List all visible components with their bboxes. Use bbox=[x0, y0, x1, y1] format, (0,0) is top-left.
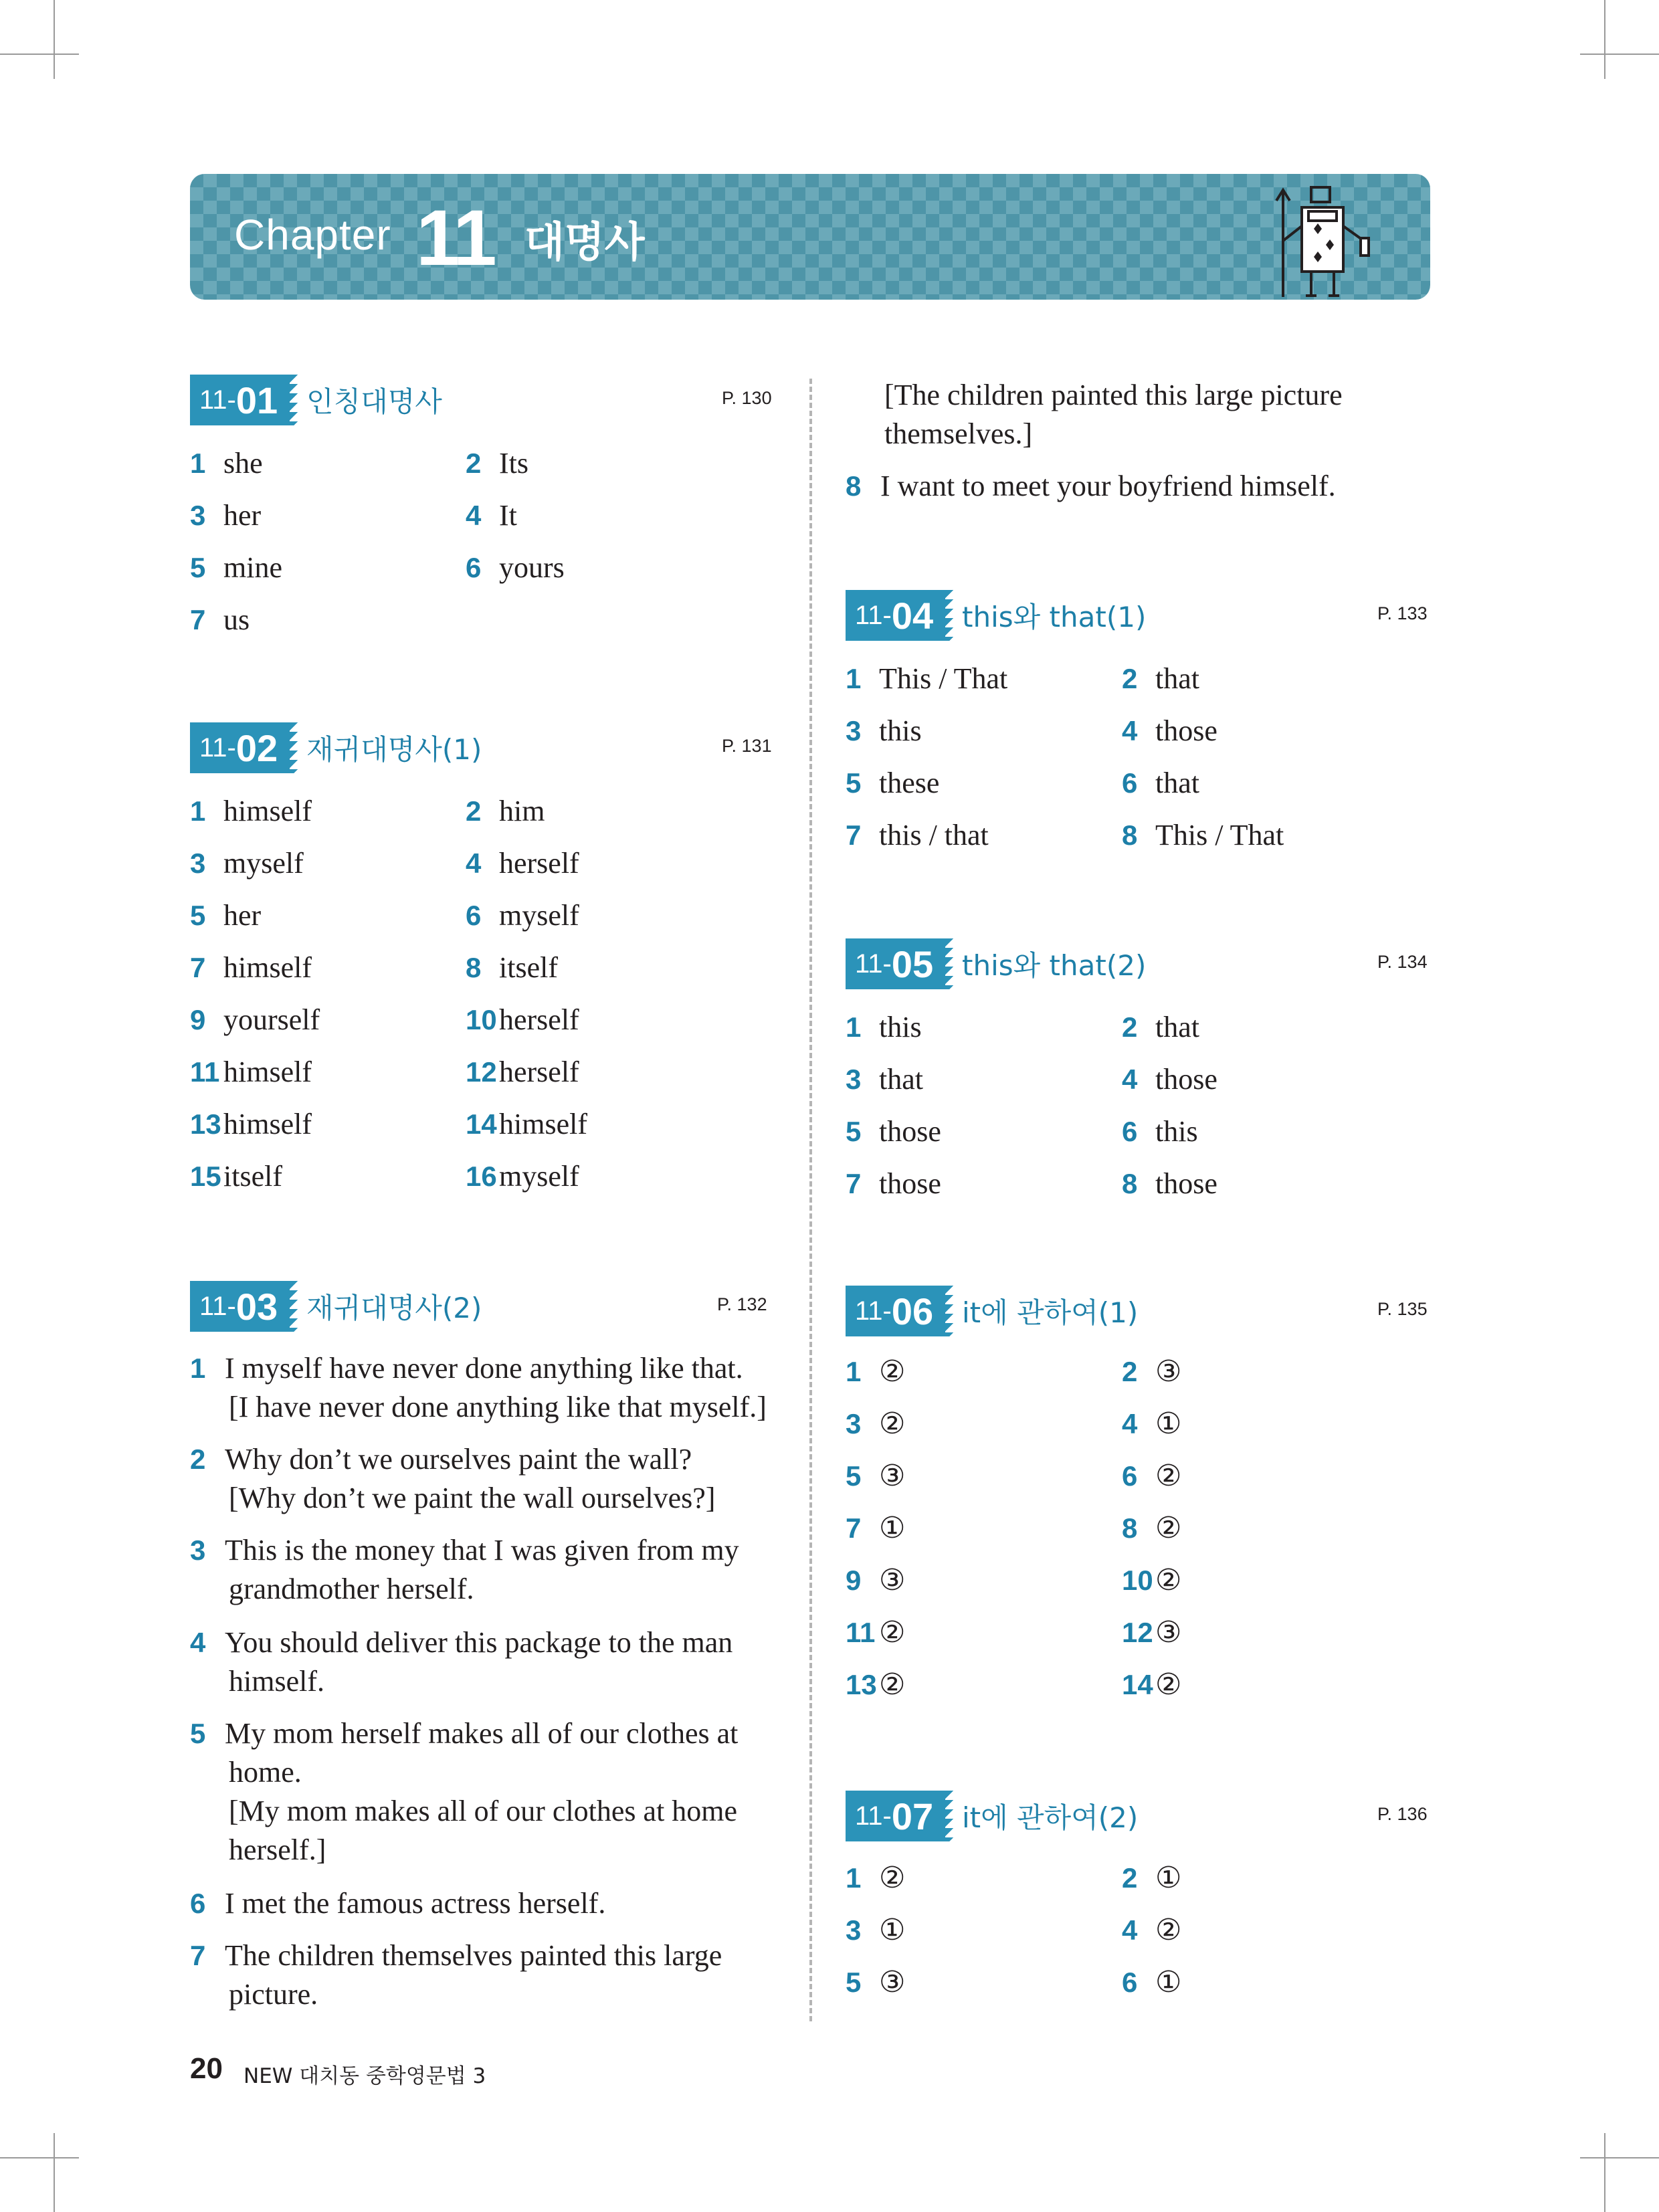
answer-number: 4 bbox=[1122, 1408, 1138, 1439]
answer-item bbox=[190, 437, 263, 490]
card-soldier-icon bbox=[1270, 185, 1377, 298]
answer-number: 4 bbox=[1122, 1064, 1138, 1095]
answer-text: Its bbox=[499, 447, 528, 480]
answer-number: 15 bbox=[190, 1161, 221, 1192]
answer-item bbox=[190, 994, 320, 1046]
answer-text: that bbox=[1155, 767, 1199, 799]
answer-item bbox=[1122, 1607, 1181, 1659]
section-title: 재귀대명사(2) bbox=[306, 1292, 482, 1324]
answer-text: ③ bbox=[879, 1460, 906, 1492]
answer-item bbox=[190, 1531, 739, 1609]
answer-item bbox=[190, 1936, 722, 2014]
answer-item bbox=[1122, 1001, 1199, 1053]
answer-text: herself bbox=[499, 847, 579, 880]
answer-text: ② bbox=[879, 1668, 906, 1701]
answer-item bbox=[466, 1098, 587, 1150]
section-number: 01 bbox=[235, 379, 278, 421]
section-title: 재귀대명사(1) bbox=[306, 733, 482, 766]
answer-item bbox=[190, 1440, 715, 1518]
column-divider bbox=[809, 379, 812, 2021]
answer-text: ② bbox=[879, 1616, 906, 1649]
answer-number: 3 bbox=[190, 500, 206, 531]
answer-number: 7 bbox=[846, 1512, 862, 1544]
answer-item bbox=[190, 1714, 738, 1870]
answer-text: grandmother herself. bbox=[229, 1573, 474, 1605]
answer-number: 4 bbox=[190, 1627, 206, 1658]
section-prefix: 11- bbox=[199, 732, 236, 763]
answer-text: itself bbox=[223, 1160, 282, 1193]
answer-text: The children themselves painted this large bbox=[225, 1939, 722, 1972]
answer-item bbox=[466, 890, 579, 942]
crop-mark bbox=[1580, 2157, 1659, 2158]
answer-text: ② bbox=[1155, 1512, 1182, 1544]
answer-text: ③ bbox=[879, 1564, 906, 1597]
section-prefix: 11- bbox=[855, 1801, 892, 1831]
section-badge bbox=[846, 590, 945, 641]
answer-item bbox=[1122, 1554, 1181, 1607]
answer-item bbox=[466, 785, 545, 837]
section-prefix: 11- bbox=[855, 1296, 892, 1326]
answer-text: ③ bbox=[1155, 1355, 1182, 1388]
answer-number: 7 bbox=[846, 819, 862, 851]
answer-number: 2 bbox=[1122, 1011, 1138, 1043]
answer-item bbox=[846, 1956, 905, 2009]
answer-text: those bbox=[1155, 1167, 1217, 1200]
answer-number: 13 bbox=[846, 1669, 877, 1700]
answer-text: This / That bbox=[879, 662, 1008, 695]
answer-item bbox=[846, 467, 1336, 506]
section-title: it에 관하여(1) bbox=[962, 1296, 1139, 1329]
answer-item bbox=[466, 942, 558, 994]
answer-number: 12 bbox=[466, 1056, 497, 1088]
answer-text: her bbox=[223, 899, 262, 932]
answer-number: 2 bbox=[1122, 1862, 1138, 1894]
section-page-ref: P. 133 bbox=[1377, 603, 1428, 623]
answer-number: 14 bbox=[1122, 1669, 1153, 1700]
section-number: 02 bbox=[235, 726, 278, 769]
answer-item bbox=[846, 1053, 923, 1106]
answer-text: herself bbox=[499, 1055, 579, 1088]
answer-text: ② bbox=[879, 1355, 906, 1388]
answer-item bbox=[190, 594, 250, 646]
answer-item bbox=[190, 1098, 312, 1150]
section-number: 05 bbox=[891, 942, 934, 985]
answer-text: ② bbox=[1155, 1914, 1182, 1946]
section-prefix: 11- bbox=[855, 600, 892, 630]
answer-number: 5 bbox=[846, 767, 862, 799]
answer-text: [I have never done anything like that myself.] bbox=[229, 1391, 767, 1423]
answer-text: that bbox=[879, 1063, 923, 1096]
answer-text: [The children painted this large picture bbox=[884, 379, 1343, 411]
answer-text: yours bbox=[499, 551, 565, 584]
answer-item bbox=[466, 1150, 579, 1203]
section-number: 03 bbox=[235, 1285, 278, 1328]
section-title: it에 관하여(2) bbox=[962, 1801, 1139, 1834]
answer-item bbox=[190, 1150, 282, 1203]
answer-item bbox=[466, 994, 579, 1046]
answer-text: this bbox=[1155, 1115, 1198, 1148]
answer-item bbox=[846, 1659, 905, 1711]
answer-number: 16 bbox=[466, 1161, 497, 1192]
section-prefix: 11- bbox=[199, 385, 236, 415]
answer-text: these bbox=[879, 767, 940, 799]
answer-item bbox=[1122, 1450, 1181, 1502]
answer-text: I myself have never done anything like that. bbox=[225, 1352, 743, 1385]
answer-text: mine bbox=[223, 551, 282, 584]
answer-number: 5 bbox=[190, 900, 206, 931]
chapter-title: 대명사 bbox=[524, 217, 645, 266]
answer-number: 8 bbox=[1122, 1168, 1138, 1199]
answer-number: 5 bbox=[190, 1718, 206, 1749]
answer-item bbox=[190, 542, 282, 594]
answer-item bbox=[1122, 653, 1199, 705]
answer-number: 5 bbox=[190, 552, 206, 583]
answer-text: I want to meet your boyfriend himself. bbox=[880, 470, 1336, 502]
section-page-ref: P. 134 bbox=[1377, 952, 1428, 972]
crop-mark bbox=[54, 2133, 55, 2212]
section-title: this와 that(2) bbox=[962, 949, 1147, 982]
answer-number: 1 bbox=[190, 447, 206, 479]
section-number: 07 bbox=[891, 1795, 934, 1837]
answer-text: ② bbox=[879, 1407, 906, 1440]
answer-number: 1 bbox=[190, 1352, 206, 1384]
answer-text: this / that bbox=[879, 819, 989, 851]
answer-item bbox=[190, 890, 261, 942]
page-number: 20 bbox=[190, 2052, 223, 2085]
answer-text: home. bbox=[229, 1756, 302, 1789]
section-title: this와 that(1) bbox=[962, 601, 1147, 633]
section-page-ref: P. 136 bbox=[1377, 1804, 1428, 1824]
chapter-word: Chapter bbox=[234, 211, 391, 259]
answer-number: 6 bbox=[1122, 1967, 1138, 1998]
answer-number: 2 bbox=[1122, 1356, 1138, 1387]
answer-number: 8 bbox=[466, 952, 482, 983]
answer-text: myself bbox=[499, 899, 579, 932]
answer-number: 7 bbox=[846, 1168, 862, 1199]
answer-number: 1 bbox=[846, 1862, 862, 1894]
answer-text: him bbox=[499, 795, 545, 827]
chapter-banner bbox=[190, 174, 1430, 300]
answer-text: This / That bbox=[1155, 819, 1284, 851]
section-number: 04 bbox=[891, 594, 934, 637]
answer-item bbox=[466, 837, 579, 890]
answer-number: 1 bbox=[846, 663, 862, 694]
crop-mark bbox=[1580, 54, 1659, 55]
answer-item bbox=[190, 1623, 733, 1701]
answer-number: 2 bbox=[190, 1443, 206, 1475]
answer-number: 6 bbox=[1122, 1460, 1138, 1492]
answer-number: 3 bbox=[846, 715, 862, 746]
section-page-ref: P. 132 bbox=[717, 1294, 767, 1314]
book-title: NEW 대치동 중학영문법 3 bbox=[243, 2064, 486, 2088]
answer-text: himself bbox=[223, 795, 312, 827]
answer-item bbox=[1122, 1904, 1181, 1956]
answer-number: 8 bbox=[846, 470, 862, 502]
answer-continued bbox=[846, 376, 1343, 454]
answer-text: himself bbox=[223, 951, 312, 984]
answer-text: You should deliver this package to the man bbox=[225, 1626, 733, 1659]
answer-number: 2 bbox=[466, 795, 482, 827]
answer-number: 6 bbox=[1122, 767, 1138, 799]
crop-mark bbox=[54, 0, 55, 79]
answer-number: 5 bbox=[846, 1967, 862, 1998]
answer-number: 6 bbox=[190, 1888, 206, 1919]
answer-number: 14 bbox=[466, 1108, 497, 1140]
answer-text: ① bbox=[1155, 1862, 1182, 1894]
answer-text: himself bbox=[223, 1055, 312, 1088]
answer-text: [My mom makes all of our clothes at home bbox=[229, 1795, 738, 1827]
answer-number: 11 bbox=[190, 1056, 220, 1088]
answer-number: 12 bbox=[1122, 1617, 1153, 1648]
section-badge bbox=[846, 1791, 945, 1841]
answer-text: those bbox=[879, 1167, 941, 1200]
answer-item bbox=[846, 1346, 905, 1398]
answer-number: 3 bbox=[846, 1914, 862, 1946]
answer-text: myself bbox=[499, 1160, 579, 1193]
answer-text: ② bbox=[1155, 1460, 1182, 1492]
answer-text: herself.] bbox=[229, 1833, 326, 1866]
answer-item bbox=[846, 1554, 905, 1607]
answer-text: [Why don’t we paint the wall ourselves?] bbox=[229, 1482, 716, 1514]
answer-number: 2 bbox=[1122, 663, 1138, 694]
answer-number: 9 bbox=[846, 1565, 862, 1596]
answer-item bbox=[190, 1046, 312, 1098]
answer-text: Why don’t we ourselves paint the wall? bbox=[225, 1443, 692, 1476]
section-badge bbox=[846, 1286, 945, 1336]
answer-text: I met the famous actress herself. bbox=[225, 1887, 606, 1920]
section-page-ref: P. 130 bbox=[722, 388, 772, 408]
answer-text: herself bbox=[499, 1003, 579, 1036]
answer-item bbox=[1122, 1502, 1181, 1554]
answer-item bbox=[190, 1884, 605, 1923]
answer-item bbox=[846, 705, 922, 757]
answer-item bbox=[1122, 1659, 1181, 1711]
answer-text: picture. bbox=[229, 1978, 318, 2011]
section-page-ref: P. 131 bbox=[722, 736, 772, 756]
section-title: 인칭대명사 bbox=[306, 385, 442, 418]
section-badge bbox=[846, 938, 945, 989]
answer-number: 3 bbox=[190, 847, 206, 879]
answer-text: yourself bbox=[223, 1003, 320, 1036]
answer-item bbox=[846, 1852, 905, 1904]
answer-text: she bbox=[223, 447, 263, 480]
answer-text: us bbox=[223, 603, 250, 636]
answer-text: ① bbox=[1155, 1966, 1182, 1999]
answer-item bbox=[846, 1001, 922, 1053]
section-prefix: 11- bbox=[199, 1291, 236, 1321]
answer-item bbox=[846, 1502, 905, 1554]
answer-text: It bbox=[499, 499, 517, 532]
answer-text: themselves.] bbox=[884, 417, 1033, 450]
answer-text: itself bbox=[499, 951, 558, 984]
section-badge bbox=[190, 375, 290, 425]
answer-text: this bbox=[879, 714, 922, 747]
answer-item bbox=[1122, 757, 1199, 809]
answer-number: 7 bbox=[190, 952, 206, 983]
answer-item bbox=[846, 1398, 905, 1450]
answer-text: ③ bbox=[879, 1966, 906, 1999]
answer-number: 10 bbox=[1122, 1565, 1153, 1596]
answer-text: ② bbox=[1155, 1564, 1182, 1597]
answer-text: those bbox=[879, 1115, 941, 1148]
answer-item bbox=[1122, 1346, 1181, 1398]
answer-item bbox=[846, 1158, 941, 1210]
answer-number: 6 bbox=[1122, 1116, 1138, 1147]
answer-number: 4 bbox=[466, 500, 482, 531]
answer-item bbox=[466, 542, 565, 594]
answer-number: 5 bbox=[846, 1460, 862, 1492]
answer-number: 3 bbox=[190, 1534, 206, 1566]
section-badge bbox=[190, 722, 290, 773]
answer-item bbox=[190, 1349, 767, 1427]
answer-text: those bbox=[1155, 1063, 1217, 1096]
section-page-ref: P. 135 bbox=[1377, 1299, 1428, 1319]
answer-item bbox=[846, 1607, 905, 1659]
answer-text: this bbox=[879, 1011, 922, 1043]
answer-text: her bbox=[223, 499, 262, 532]
answer-number: 8 bbox=[1122, 1512, 1138, 1544]
answer-item bbox=[1122, 1852, 1181, 1904]
answer-item bbox=[466, 1046, 579, 1098]
answer-text: ② bbox=[879, 1862, 906, 1894]
answer-item bbox=[1122, 1398, 1181, 1450]
answer-item bbox=[190, 785, 312, 837]
crop-mark bbox=[1604, 0, 1605, 79]
answer-number: 1 bbox=[846, 1011, 862, 1043]
answer-number: 13 bbox=[190, 1108, 221, 1140]
answer-text: ① bbox=[1155, 1407, 1182, 1440]
answer-text: himself bbox=[499, 1108, 587, 1140]
answer-item bbox=[1122, 1106, 1198, 1158]
answer-text: that bbox=[1155, 662, 1199, 695]
section-prefix: 11- bbox=[855, 948, 892, 979]
answer-item bbox=[1122, 1053, 1217, 1106]
answer-text: ① bbox=[879, 1914, 906, 1946]
answer-number: 10 bbox=[466, 1004, 497, 1035]
answer-number: 3 bbox=[846, 1064, 862, 1095]
answer-text: that bbox=[1155, 1011, 1199, 1043]
answer-text: those bbox=[1155, 714, 1217, 747]
answer-text: ③ bbox=[1155, 1616, 1182, 1649]
section-number: 06 bbox=[891, 1290, 934, 1332]
answer-text: ① bbox=[879, 1512, 906, 1544]
answer-item bbox=[190, 490, 261, 542]
answer-number: 2 bbox=[466, 447, 482, 479]
answer-item bbox=[846, 809, 989, 862]
answer-text: myself bbox=[223, 847, 304, 880]
answer-item bbox=[466, 490, 517, 542]
answer-number: 5 bbox=[846, 1116, 862, 1147]
answer-item bbox=[1122, 809, 1284, 862]
answer-number: 8 bbox=[1122, 819, 1138, 851]
answer-number: 9 bbox=[190, 1004, 206, 1035]
crop-mark bbox=[0, 2157, 79, 2158]
answer-number: 4 bbox=[1122, 1914, 1138, 1946]
answer-item bbox=[1122, 705, 1217, 757]
answer-item bbox=[846, 1450, 905, 1502]
answer-item bbox=[190, 942, 312, 994]
answer-number: 7 bbox=[190, 604, 206, 635]
answer-number: 1 bbox=[846, 1356, 862, 1387]
answer-item bbox=[846, 1904, 905, 1956]
answer-number: 6 bbox=[466, 552, 482, 583]
answer-text: himself bbox=[223, 1108, 312, 1140]
answer-item bbox=[1122, 1956, 1181, 2009]
answer-number: 11 bbox=[846, 1617, 876, 1648]
answer-text: My mom herself makes all of our clothes at bbox=[225, 1717, 739, 1750]
answer-number: 7 bbox=[190, 1940, 206, 1971]
answer-number: 3 bbox=[846, 1408, 862, 1439]
answer-item bbox=[1122, 1158, 1217, 1210]
answer-item bbox=[190, 837, 304, 890]
answer-item bbox=[466, 437, 528, 490]
section-badge bbox=[190, 1281, 290, 1332]
answer-number: 4 bbox=[1122, 715, 1138, 746]
chapter-number: 11 bbox=[416, 194, 494, 282]
answer-text: This is the money that I was given from my bbox=[225, 1534, 739, 1567]
answer-item bbox=[846, 1106, 941, 1158]
answer-number: 1 bbox=[190, 795, 206, 827]
answer-number: 4 bbox=[466, 847, 482, 879]
answer-number: 6 bbox=[466, 900, 482, 931]
crop-mark bbox=[1604, 2133, 1605, 2212]
answer-item bbox=[846, 757, 939, 809]
answer-text: himself. bbox=[229, 1665, 324, 1698]
answer-text: ② bbox=[1155, 1668, 1182, 1701]
crop-mark bbox=[0, 54, 79, 55]
answer-item bbox=[846, 653, 1007, 705]
